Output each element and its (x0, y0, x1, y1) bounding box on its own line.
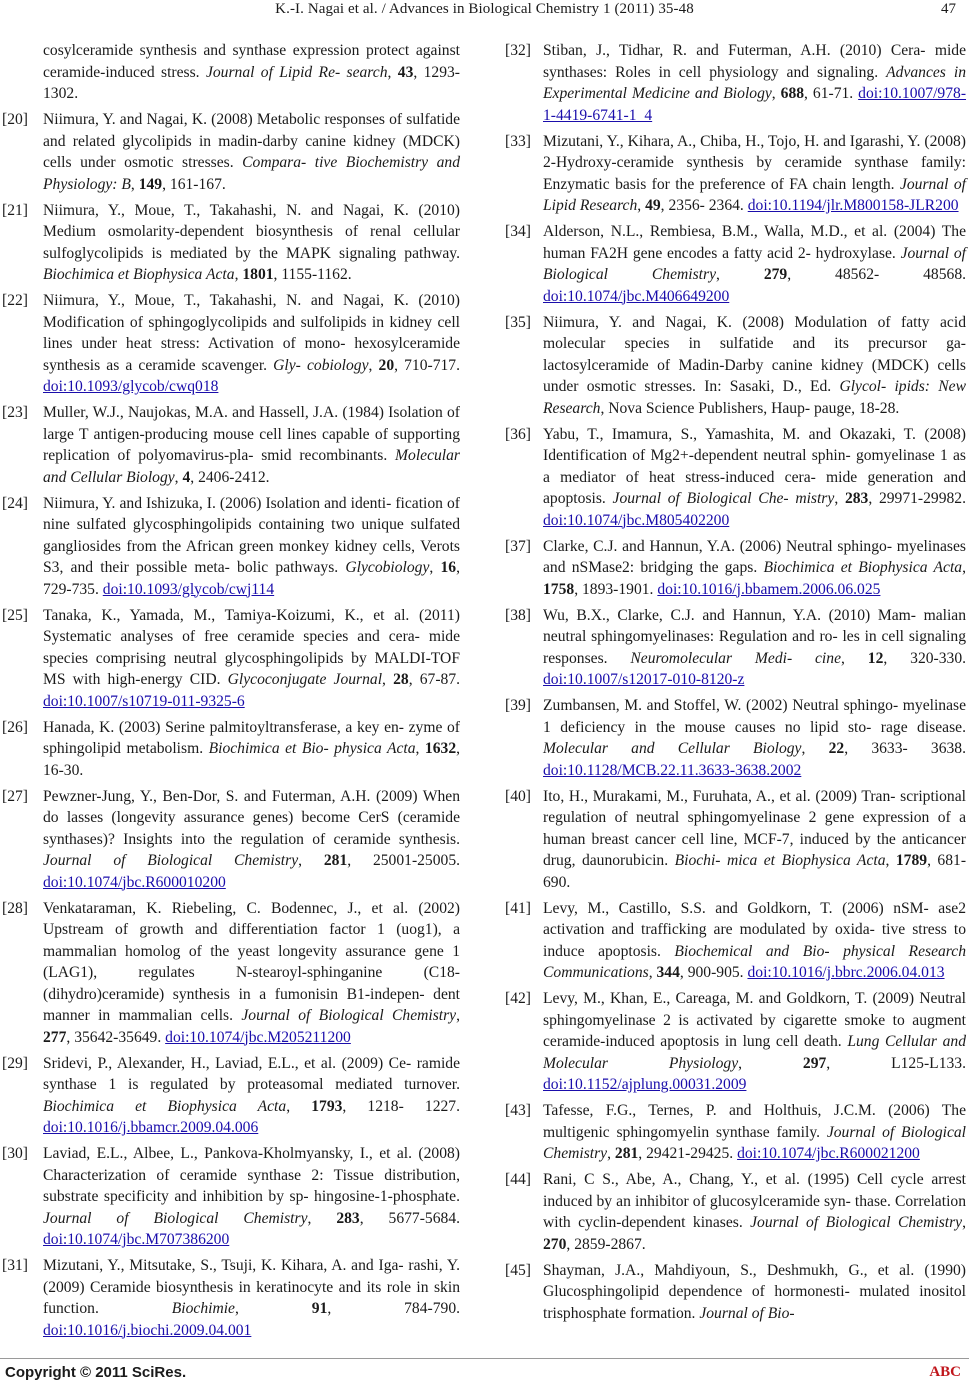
reference-doi-link[interactable]: doi:10.1128/MCB.22.11.3633-3638.2002 (543, 761, 802, 779)
reference-separator: , (130, 175, 139, 193)
reference-volume: 1801 (242, 266, 274, 283)
reference-doi-link[interactable]: doi:10.1074/jbc.R600010200 (43, 873, 226, 891)
reference-number: [39] (505, 697, 531, 714)
reference-entry (2, 493, 460, 601)
reference-pages: , 3633- 3638. (844, 740, 967, 757)
reference-entry (2, 717, 460, 782)
reference-entry (2, 402, 460, 488)
reference-text: Rani, C S., Abe, A., Chang, Y., et al. (1995) Cell cycle arrest induced by an inhibitor of glucosylceramide syn- thase. Correlation with cyclin-dependent kinases. (543, 1171, 966, 1231)
reference-separator: , (286, 1097, 312, 1115)
reference-volume: 1793 (311, 1097, 343, 1115)
reference-text: Sridevi, P., Alexander, H., Laviad, E.L., et al. (2009) Ce- ramide synthase 1 is regulated by proteasomal mediated turnover. (43, 1054, 460, 1093)
reference-separator: , (841, 649, 868, 667)
reference-number: [34] (505, 223, 531, 240)
reference-number: [28] (2, 899, 28, 917)
reference-journal: Molecular and Cellular Biology (543, 740, 802, 757)
reference-pages: , 5677-5684. (359, 1209, 461, 1227)
reference-journal: Gly- cobiology (273, 356, 369, 374)
reference-journal: Glycobiology (345, 559, 430, 576)
reference-pages: , 25001-25005. (347, 852, 461, 869)
reference-separator: , (174, 468, 183, 486)
reference-number: [25] (2, 606, 28, 624)
reference-doi-link[interactable]: doi:10.1007/978-1-4419-6741-1_4 (543, 85, 967, 124)
reference-journal: Journal of Biological Chemistry (543, 244, 966, 283)
reference-text: Hanada, K. (2003) Serine palmitoyltransferase, a key en- zyme of sphingolipid metabolism. (43, 718, 460, 757)
reference-separator: , (962, 559, 966, 576)
reference-entry (2, 109, 460, 195)
page-footer (0, 1358, 969, 1387)
reference-number: [33] (505, 132, 531, 150)
reference-list-left (2, 109, 460, 1341)
reference-separator: , (885, 852, 896, 869)
reference-volume: 279 (763, 266, 788, 283)
reference-separator: , (368, 356, 379, 374)
reference-text: Yabu, T., Imamura, S., Yamashita, M. and Okazaki, T. (2008) Identification of Mg2+-dependent neutral sphin- gomyelinase 1 as a mediator of heat stress-induced cera- mide generation and apoptosis. (543, 425, 966, 507)
reference-entry (502, 1260, 966, 1325)
reference-entry (502, 695, 966, 781)
reference-volume: 22 (828, 740, 845, 757)
reference-separator: , (298, 852, 324, 869)
reference-separator: , (637, 197, 646, 214)
reference-number: [38] (505, 606, 531, 624)
reference-entry (502, 1100, 966, 1165)
reference-number: [40] (505, 787, 531, 805)
reference-doi-link[interactable]: doi:10.1152/ajplung.00031.2009 (543, 1076, 747, 1093)
reference-journal: Biochimica et Biophysica Acta (763, 559, 963, 576)
reference-volume: 281 (614, 1145, 639, 1162)
reference-volume: 1632 (424, 740, 457, 757)
reference-text: Ito, H., Murakami, M., Furuhata, A., et al. (2009) Tran- scriptional regulation of neutral sphingomyelinase 2 gene expression of a human breast cancer cell line, MCF-7, induced by the anticancer drug, daunorubicin. (543, 787, 966, 869)
reference-journal: Compara- tive Biochemistry and Physiology: B (43, 154, 461, 193)
journal-abbreviation: ABC (929, 1364, 961, 1380)
reference-volume: 344 (656, 964, 680, 981)
reference-pages: , 29421-29425. (638, 1145, 738, 1162)
reference-pages: , 2356- 2364. (660, 197, 748, 214)
reference-number: [37] (505, 537, 531, 555)
reference-pages: , 16-30. (43, 740, 461, 779)
reference-pages: , 1155-1162. (273, 266, 352, 283)
reference-number: [31] (2, 1257, 28, 1274)
reference-separator: , (234, 1300, 312, 1317)
reference-volume: 20 (378, 356, 395, 374)
reference-text: Pewzner-Jung, Y., Ben-Dor, S. and Futerman, A.H. (2009) When do lasses (longevity assurance genes) become CerS (ceramide synthases)? Insights into the regulation of ceramide synthesis. (43, 787, 460, 848)
reference-entry (502, 898, 966, 984)
reference-number: [21] (2, 201, 28, 219)
reference-pages: , 29971-29982. (868, 490, 967, 507)
reference-entry (2, 1255, 460, 1341)
reference-number: [22] (2, 292, 28, 309)
reference-number: [23] (2, 404, 28, 421)
reference-journal: Biochemical and Bio- physical Research Communications (543, 942, 966, 981)
reference-doi-link[interactable]: doi:10.1074/jbc.M805402200 (543, 511, 730, 529)
reference-pages: , 2859-2867. (566, 1235, 646, 1253)
reference-entry (502, 312, 966, 420)
reference-text: Laviad, E.L., Albee, L., Pankova-Kholmyansky, I., et al. (2008) Characterization of ceramide synthase 2: Tissue distribution, substrate specificity and inhibition by sp- hingosine-1-phosphate. (43, 1145, 460, 1205)
reference-entry (502, 424, 966, 532)
reference-separator: , (456, 1007, 460, 1024)
reference-volume: 283 (336, 1209, 360, 1227)
reference-doi-link[interactable]: doi:10.1016/j.bbamcr.2009.04.006 (43, 1119, 259, 1136)
reference-number: [29] (2, 1054, 28, 1072)
reference-pages: , 48562- 48568. (787, 266, 967, 283)
copyright-notice: Copyright © 2011 SciRes. (5, 1364, 187, 1381)
reference-journal: Journal of Biological Chemistry (241, 1007, 457, 1024)
reference-separator: , (234, 266, 243, 283)
reference-journal: Journal of Biological Chemistry (43, 852, 299, 869)
reference-number: [35] (505, 313, 531, 331)
reference-text: Tafesse, F.G., Ternes, P. and Holthuis, J.C.M. (2006) The multigenic sphingomyelin synthase family. (543, 1102, 966, 1141)
reference-text: Niimura, Y., Moue, T., Takahashi, N. and Nagai, K. (2010) Medium osmolarity-dependent biosynthesis of renal cellular sulfoglycolipids is mediated by the MAPK signaling pathway. (43, 201, 460, 262)
reference-volume: 283 (844, 490, 869, 507)
reference-volume: 28 (393, 671, 409, 688)
reference-pages: , 681-690. (543, 852, 967, 891)
reference-number: [42] (505, 990, 531, 1007)
reference-entry (2, 1053, 460, 1139)
reference-doi-link[interactable]: doi:10.1016/j.bbrc.2006.04.013 (747, 964, 945, 981)
reference-journal: Biochimica et Bio- physica Acta (208, 740, 416, 757)
reference-volume: 149 (138, 175, 163, 193)
reference-separator: , (307, 1209, 337, 1227)
reference-entry (2, 1143, 460, 1251)
reference-journal: Biochi- mica et Biophysica Acta (674, 852, 886, 869)
reference-entry (2, 898, 460, 1049)
reference-journal: Glycol- ipids: New Research (543, 378, 966, 417)
reference-entry (2, 290, 460, 398)
reference-pages: , 320-330. (883, 649, 967, 667)
reference-number: [24] (2, 494, 28, 512)
reference-pages: , 1893-1901. (574, 580, 658, 598)
reference-separator: , (607, 1145, 615, 1162)
reference-entry (502, 988, 966, 1096)
reference-pages: , Nova Science Publishers, Haup- pauge, 18-28. (600, 399, 900, 417)
reference-list-right (502, 40, 966, 1324)
reference-entry (502, 221, 966, 307)
reference-text: Clarke, C.J. and Hannun, Y.A. (2006) Neutral sphingo- myelinases and nSMase2: bridging the gaps. (543, 537, 966, 576)
reference-volume: 1789 (895, 852, 928, 869)
reference-doi-link[interactable]: doi:10.1093/glycob/cwj114 (102, 580, 275, 598)
reference-doi-link[interactable]: doi:10.1074/jbc.R600021200 (737, 1145, 920, 1162)
reference-journal: Journal of Biological Che- mistry (612, 490, 835, 507)
reference-pages: , 1218- 1227. (342, 1097, 460, 1115)
reference-volume: 12 (867, 649, 884, 667)
reference-number: [36] (505, 425, 531, 443)
reference-doi-link[interactable]: doi:10.1093/glycob/cwq018 (43, 378, 219, 395)
reference-pages: , 2406-2412. (190, 468, 270, 486)
reference-number: [43] (505, 1102, 531, 1119)
reference-volume: 91 (311, 1300, 328, 1317)
reference-journal: Journal of Bio- (699, 1304, 795, 1322)
reference-volume: 16 (440, 559, 457, 576)
reference-entry (502, 536, 966, 601)
reference-entry (502, 605, 966, 691)
reference-separator: , (415, 740, 425, 757)
reference-entry (2, 200, 460, 286)
reference-journal: Advances in Experimental Medicine and Biology (543, 63, 966, 102)
reference-number: [32] (505, 42, 531, 59)
reference-number: [30] (2, 1145, 28, 1162)
running-head: K.-I. Nagai et al. / Advances in Biological Chemistry 1 (2011) 35-48 (275, 1, 694, 17)
reference-separator: , (801, 740, 829, 757)
reference-separator: , (738, 1054, 803, 1072)
reference-column-right (502, 40, 966, 1329)
reference-text: Niimura, Y. and Ishizuka, I. (2006) Isolation and identi- fication of nine sulfated glycosphingolipids containing two unique sulfated gangliosides from the African green monkey kidney cells, Verots S3, and their possible meta- bolic pathways. (43, 494, 460, 576)
reference-journal: Journal of Biological Chemistry (43, 1209, 308, 1227)
reference-separator: , (771, 85, 781, 102)
reference-number: [41] (505, 899, 531, 917)
reference-pages: , 161-167. (162, 175, 226, 193)
reference-journal: Lung Cellular and Molecular Physiology (543, 1033, 966, 1072)
reference-volume: 270 (543, 1235, 567, 1253)
reference-volume: 281 (323, 852, 348, 869)
reference-text: Venkataraman, K. Riebeling, C. Bodennec, J., et al. (2002) Upstream of growth and differentiation factor 1 (uog1), a mammalian homolog of the yeast longevity assurance gene 1 (LAG1), regulates N-stearoyl-sphinganine (C18- (dihydro)ceramide) synthesis in a fumonisin B1-indepen- dent manner in mammalian cells. (43, 899, 460, 1024)
reference-column-left (2, 40, 460, 1346)
reference-volume: 49 (645, 197, 661, 214)
reference-journal: Journal of Biological Chemistry (543, 1123, 966, 1162)
reference-text: Muller, W.J., Naujokas, M.A. and Hassell, J.A. (1984) Isolation of large T antigen-producing mouse cell lines capable of supporting replication of polyomavirus-pla- smid recombinants. (43, 404, 460, 464)
reference-doi-link[interactable]: doi:10.1194/jlr.M800158-JLR200 (747, 197, 959, 214)
reference-journal: Journal of Lipid Research (543, 175, 966, 214)
reference-volume: 688 (780, 85, 805, 102)
reference-text: Wu, B.X., Clarke, C.J. and Hannun, Y.A. (2010) Mam- malian neutral sphingomyelinases: Regulation and ro- les in cell signaling responses. (543, 606, 966, 667)
reference-number: [44] (505, 1171, 531, 1188)
reference-journal: Molecular and Cellular Biology (43, 447, 460, 486)
reference-text: Niimura, Y. and Nagai, K. (2008) Modulation of fatty acid molecular species in sulfatide and its precursor ga- lactosylceramide of Madin-Darby canine kidney (MDCK) cells under osmotic stresses. In: Sasaki, D., Ed. (543, 313, 966, 395)
reference-text: Alderson, N.L., Rembiesa, B.M., Walla, M.D., et al. (2004) The human FA2H gene encodes a fatty acid 2- hydroxylase. (543, 223, 966, 262)
reference-volume: 297 (802, 1054, 827, 1072)
reference-text: Zumbansen, M. and Stoffel, W. (2002) Neutral sphingo- myelinase 1 deficiency in the mouse causes no lipid sto- rage disease. (543, 697, 966, 736)
page-number: 47 (941, 1, 956, 17)
reference-journal: Journal of Biological Chemistry (750, 1214, 963, 1231)
reference-doi-link[interactable]: doi:10.1007/s10719-011-9325-6 (43, 692, 245, 710)
reference-pages: , 900-905. (679, 964, 748, 981)
reference-text: Levy, M., Khan, E., Careaga, M. and Goldkorn, T. (2009) Neutral sphingomyelinase 2 is activated by cigarette smoke to augment ceramide-induced apoptosis in lung cell death. (543, 990, 966, 1050)
reference-entry (2, 786, 460, 894)
reference-volume: 4 (182, 468, 191, 486)
reference-entry (502, 1169, 966, 1255)
reference-doi-link[interactable]: doi:10.1074/jbc.M205211200 (165, 1028, 351, 1046)
reference-separator: , (962, 1214, 966, 1231)
reference-text: Stiban, J., Tidhar, R. and Futerman, A.H. (2010) Cera- mide synthases: Roles in cell physiology and signaling. (543, 42, 966, 81)
reference-continued: cosylceramide synthesis and synthase expression protect against ceramide-induced stress. Journal of Lipid Re- search, 43, 1293-1302. (43, 42, 460, 102)
reference-journal: Glycoconjugate Journal (227, 671, 383, 688)
reference-text: Niimura, Y. and Nagai, K. (2008) Metabolic responses of sulfatide and related glycolipids in madin-darby canine kidney (MDCK) cells under osmotic stresses. (43, 111, 460, 171)
reference-separator: , (429, 559, 441, 576)
reference-separator: , (834, 490, 845, 507)
reference-entry (502, 131, 966, 217)
reference-separator: , (716, 266, 764, 283)
reference-separator: , (382, 671, 394, 688)
reference-journal: Biochimie (171, 1300, 235, 1317)
reference-volume: 277 (43, 1028, 67, 1046)
reference-pages: , 67-87. (408, 671, 461, 688)
reference-journal: Biochimica et Biophysica Acta (43, 266, 235, 283)
reference-entry (2, 605, 460, 713)
reference-pages: , 35642-35649. (66, 1028, 166, 1046)
reference-pages: , L125-L133. (826, 1054, 966, 1072)
reference-entry (502, 40, 966, 126)
reference-pages: , 784-790. (327, 1300, 461, 1317)
reference-number: [45] (505, 1261, 531, 1279)
reference-text: Niimura, Y., Moue, T., Takahashi, N. and Nagai, K. (2010) Modification of sphingoglycolipids and sulfolipids in kidney cell lines under heat stress: Activation of mono- hexosylceramide synthesis as a ceramide scavenger. (43, 292, 460, 374)
reference-journal: Neuromolecular Medi- cine (630, 649, 841, 667)
reference-journal: Biochimica et Biophysica Acta (43, 1097, 287, 1115)
reference-text: Shayman, J.A., Mahdiyoun, S., Deshmukh, G., et al. (1990) Glucosphingolipid dependence of hormonesti- mulated inositol trisphosphate formation. (543, 1261, 966, 1322)
reference-text: Tanaka, K., Yamada, M., Tamiya-Koizumi, K., et al. (2011) Systematic analyses of free ceramide species and cera- mide species comprising neutral glycosphingolipids by MALDI-TOF MS with high-energy CID. (43, 606, 460, 688)
reference-number: [20] (2, 111, 28, 128)
reference-text: Mizutani, Y., Mitsutake, S., Tsuji, K. Kihara, A. and Iga- rashi, Y. (2009) Ceramide biosynthesis in keratinocyte and its role in skin function. (43, 1257, 460, 1317)
reference-text: Mizutani, Y., Kihara, A., Chiba, H., Tojo, H. and Igarashi, Y. (2008) 2-Hydroxy-ceramide synthesis by ceramide synthase family: Enzymatic basis for the preference of FA chain length. (543, 132, 966, 193)
reference-number: [26] (2, 718, 28, 736)
page-header (0, 0, 969, 22)
reference-number: [27] (2, 787, 28, 805)
reference-doi-link[interactable]: doi:10.1007/s12017-010-8120-z (543, 671, 745, 688)
reference-text: Levy, M., Castillo, S.S. and Goldkorn, T. (2006) nSM- ase2 activation and trafficking are modulated by oxida- tive stress to induce apoptosis. (543, 899, 966, 960)
reference-separator: , (648, 964, 657, 981)
reference-doi-link[interactable]: doi:10.1016/j.biochi.2009.04.001 (43, 1321, 252, 1339)
reference-pages: , 61-71. (804, 85, 859, 102)
reference-entry (502, 786, 966, 894)
reference-doi-link[interactable]: doi:10.1016/j.bbamem.2006.06.025 (657, 580, 881, 598)
reference-volume: 1758 (543, 580, 575, 598)
reference-doi-link[interactable]: doi:10.1074/jbc.M406649200 (543, 287, 730, 305)
reference-doi-link[interactable]: doi:10.1074/jbc.M707386200 (43, 1231, 230, 1248)
reference-pages: , 710-717. (394, 356, 460, 374)
reference-pages: , 729-735. (43, 559, 460, 598)
